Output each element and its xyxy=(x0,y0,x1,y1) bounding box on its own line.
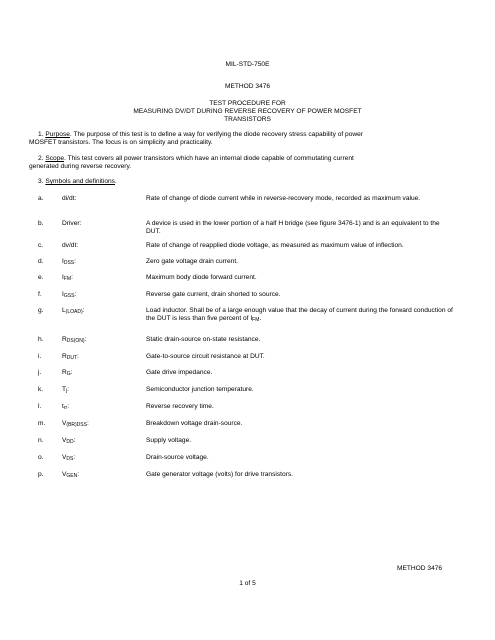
def-desc: Gate-to-source circuit resistance at DUT. xyxy=(146,353,265,360)
def-letter: k. xyxy=(38,386,44,393)
def-term: $V_{DS}$: xyxy=(62,454,76,462)
def-desc: Load inductor. Shall be of a large enough value that the decay of current during the forward conduction of the DUT is less than five percent of $I_{FM}$. xyxy=(146,307,453,324)
def-desc: Maximum body diode forward current. xyxy=(146,274,257,281)
def-term: $L_{(LOAD)}$: xyxy=(62,307,85,315)
def-term: $T_j$: xyxy=(62,386,69,394)
title-line-3: TRANSISTORS xyxy=(224,116,271,123)
def-letter: f. xyxy=(38,291,42,298)
footer-method: METHOD 3476 xyxy=(397,565,443,572)
def-desc: Semiconductor junction temperature. xyxy=(146,386,254,393)
symbols-number: 3. xyxy=(38,178,44,185)
method-heading: METHOD 3476 xyxy=(224,83,271,90)
def-letter: i. xyxy=(38,353,42,360)
def-desc: Gate generator voltage (volts) for drive transistors. xyxy=(146,471,293,478)
def-desc: A device is used in the lower portion of a half H bridge (see figure 3476-1) and is an equivalent to the DUT. xyxy=(146,220,440,236)
def-desc: Drain-source voltage. xyxy=(146,454,209,461)
def-letter: a. xyxy=(38,195,44,202)
def-letter: n. xyxy=(38,437,44,444)
def-letter: j. xyxy=(38,369,42,376)
def-letter: m. xyxy=(38,420,46,427)
def-letter: o. xyxy=(38,454,44,461)
def-letter: g. xyxy=(38,307,44,314)
def-desc: Supply voltage. xyxy=(146,437,192,444)
purpose-text-2: MOSFET transistors. The focus is on simplicity and practicality. xyxy=(29,139,213,147)
def-letter: e. xyxy=(38,274,44,281)
def-term: $V_{GEN}$: xyxy=(62,471,80,479)
def-term: $V_{(BR)DSS}$: xyxy=(62,420,89,428)
page-number: 1 of 5 xyxy=(239,580,256,587)
symbols-heading xyxy=(38,178,117,186)
scope-text-2: generated during reverse recovery. xyxy=(29,163,132,171)
symbols-label: Symbols and definitions xyxy=(45,178,115,185)
def-term: di/dt: xyxy=(62,195,77,202)
purpose-paragraph xyxy=(29,131,468,147)
scope-number: 2. xyxy=(38,155,44,162)
scope-text-1: . This test covers all power transistors which have an internal diode capable of commutating current xyxy=(64,155,354,162)
def-letter: p. xyxy=(38,471,44,478)
def-desc: Breakdown voltage drain-source. xyxy=(146,420,243,427)
def-term: Driver: xyxy=(62,220,82,227)
def-term: $R_{DUT}$: xyxy=(62,353,79,361)
def-desc: Reverse gate current, drain shorted to source. xyxy=(146,291,281,298)
purpose-label: Purpose xyxy=(45,131,70,138)
scope-label: Scope xyxy=(45,155,65,162)
def-term: $R_G$: xyxy=(62,369,73,377)
def-term: $I_{GSS}$: xyxy=(62,291,77,299)
def-letter: b. xyxy=(38,220,44,227)
def-desc: Static drain-source on-state resistance. xyxy=(146,336,261,343)
def-letter: l. xyxy=(38,403,42,410)
def-desc: Rate of change of diode current while in reverse-recovery mode, recorded as maximum value. xyxy=(146,195,421,202)
symbols-punct: . xyxy=(114,178,117,185)
title-line-1: TEST PROCEDURE FOR xyxy=(209,100,286,107)
def-term: $I_{FM}$: xyxy=(62,274,73,282)
def-term: $R_{DS(ON)}$: xyxy=(62,336,87,344)
def-term: $I_{DSS}$: xyxy=(62,258,76,266)
scope-paragraph xyxy=(29,155,468,171)
def-desc: Reverse recovery time. xyxy=(146,403,214,410)
def-term: $t_{rr}$: xyxy=(62,403,70,411)
def-desc: Zero gate voltage drain current. xyxy=(146,258,238,265)
def-term: $V_{DD}$: xyxy=(62,437,76,445)
def-term: dv/dt: xyxy=(62,242,79,249)
def-letter: c. xyxy=(38,242,44,249)
def-letter: h. xyxy=(38,336,44,343)
purpose-number: 1. xyxy=(38,131,44,138)
def-desc: Rate of change of reapplied diode voltage, as measured as maximum value of inflection. xyxy=(146,242,404,249)
title-line-2: MEASURING DV/DT DURING REVERSE RECOVERY OF POWER MOSFET xyxy=(133,108,362,115)
standard-number: MIL-STD-750E xyxy=(225,61,270,68)
purpose-text-1: . The purpose of this test is to define a way for verifying the diode recovery stress capability of power xyxy=(69,131,363,138)
def-letter: d. xyxy=(38,258,44,265)
def-desc: Gate drive impedance. xyxy=(146,369,213,376)
